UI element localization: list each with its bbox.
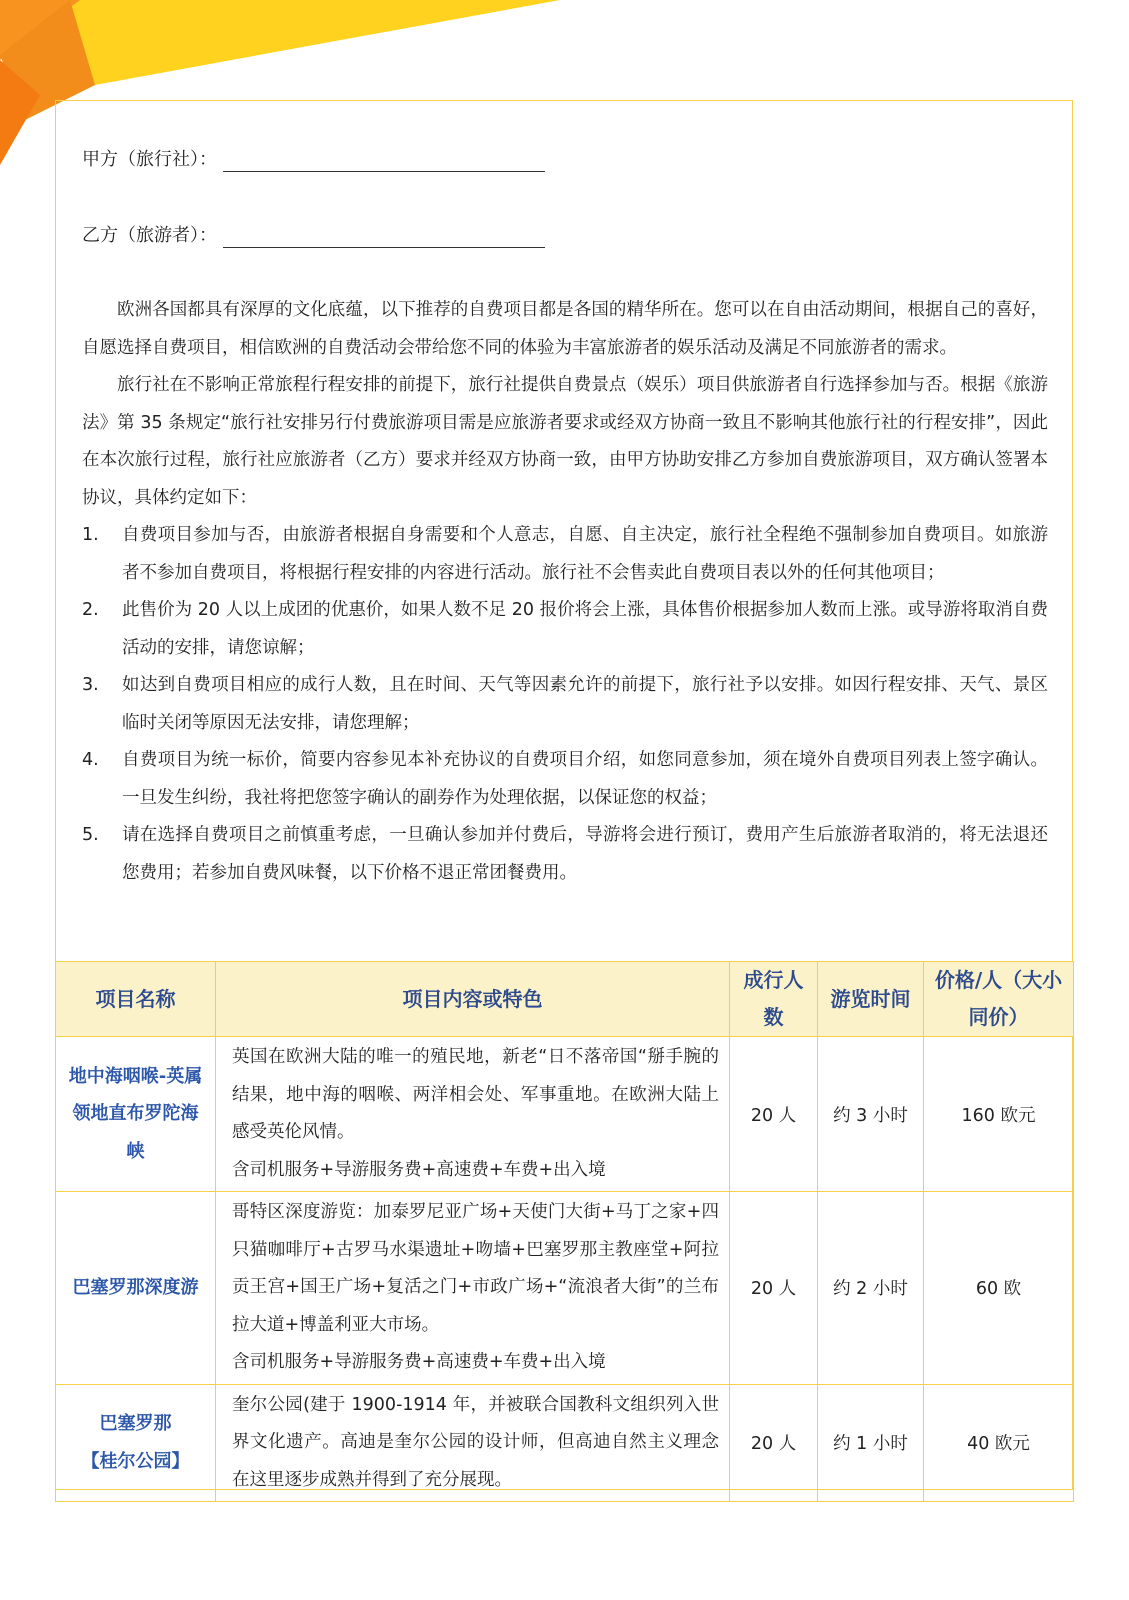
clause-text: 自费项目参加与否，由旅游者根据自身需要和个人意志，自愿、自主决定，旅行社全程绝不强制参加自费项目。如旅游者不参加自费项目，将根据行程安排的内容进行活动。旅行社不会售卖此自费项目表以外的任何其他项目； xyxy=(122,525,1048,583)
tour-price: 160 欧元 xyxy=(924,1037,1074,1192)
tour-inclusions: 含司机服务+导游服务费+高速费+车费+出入境 xyxy=(232,1352,606,1372)
clause-item xyxy=(82,592,1048,667)
tour-min-people: 20 人 xyxy=(730,1037,818,1192)
party-a-label: 甲方（旅行社）： xyxy=(82,149,217,170)
tour-duration: 约 3 小时 xyxy=(818,1037,924,1192)
tour-name-line: 巴塞罗那 xyxy=(99,1413,172,1435)
header-content: 项目内容或特色 xyxy=(216,962,730,1037)
tour-description-text: 奎尔公园(建于 1900-1914 年，并被联合国教科文组织列入世界文化遗产。高迪是奎尔公园的设计师，但高迪自然主义理念在这里逐步成熟并得到了充分展现。 xyxy=(232,1394,719,1490)
intro-paragraph: 旅行社在不影响正常旅程行程安排的前提下，旅行社提供自费景点（娱乐）项目供旅游者自行选择参加与否。根据《旅游法》第 35 条规定“旅行社安排另行付费旅游项目需是应旅游者要求或经双方协商一致且不影响其他旅行社的行程安排”，因此在本次旅行过程，旅行社应旅游者（乙方）要求并经双方协商一致，由甲方协助安排乙方参加自费旅游项目，双方确认签署本协议，具体约定如下： xyxy=(82,375,1048,508)
tour-price: 40 欧元 xyxy=(924,1384,1074,1502)
clause-text: 自费项目为统一标价，简要内容参见本补充协议的自费项目介绍，如您同意参加，须在境外自费项目列表上签字确认。一旦发生纠纷，我社将把您签字确认的副券作为处理依据，以保证您的权益； xyxy=(122,750,1048,808)
tour-name: 巴塞罗那深度游 xyxy=(56,1192,216,1385)
tour-min-people: 20 人 xyxy=(730,1384,818,1502)
clause-item xyxy=(82,742,1048,817)
party-b-row xyxy=(82,224,545,248)
clause-text: 如达到自费项目相应的成行人数，且在时间、天气等因素允许的前提下，旅行社予以安排。如因行程安排、天气、景区临时关闭等原因无法安排，请您理解； xyxy=(122,675,1048,733)
clause-number: 5. xyxy=(82,825,99,845)
tour-duration: 约 1 小时 xyxy=(818,1384,924,1502)
tour-price: 60 欧 xyxy=(924,1192,1074,1385)
tour-duration: 约 2 小时 xyxy=(818,1192,924,1385)
table-row xyxy=(56,1384,1074,1502)
clause-number: 2. xyxy=(82,600,99,620)
clause-item xyxy=(82,667,1048,742)
party-a-row xyxy=(82,148,545,172)
table-row xyxy=(56,1037,1074,1192)
intro-paragraph: 欧洲各国都具有深厚的文化底蕴，以下推荐的自费项目都是各国的精华所在。您可以在自由活动期间，根据自己的喜好，自愿选择自费项目，相信欧洲的自费活动会带给您不同的体验为丰富旅游者的娱乐活动及满足不同旅游者的需求。 xyxy=(82,300,1048,358)
table-row xyxy=(56,1192,1074,1385)
clause-number: 1. xyxy=(82,525,99,545)
clause-item xyxy=(82,817,1048,892)
tour-description-text: 哥特区深度游览：加泰罗尼亚广场+天使门大街+马丁之家+四只猫咖啡厅+古罗马水渠遗址+吻墙+巴塞罗那主教座堂+阿拉贡王宫+国王广场+复活之门+市政广场+“流浪者大街”的兰布拉大道+博盖利亚大市场。 xyxy=(232,1202,719,1335)
party-b-label: 乙方（旅游者）： xyxy=(82,225,217,246)
tour-description xyxy=(216,1192,730,1385)
agreement-body xyxy=(82,292,1048,892)
clause-item xyxy=(82,517,1048,592)
header-min-people: 成行人数 xyxy=(730,962,818,1037)
header-name: 项目名称 xyxy=(56,962,216,1037)
clause-text: 请在选择自费项目之前慎重考虑，一旦确认参加并付费后，导游将会进行预订，费用产生后旅游者取消的，将无法退还您费用；若参加自费风味餐，以下价格不退正常团餐费用。 xyxy=(122,825,1048,883)
tour-description xyxy=(216,1384,730,1502)
tour-inclusions: 含司机服务+导游服务费+高速费+车费+出入境 xyxy=(232,1159,606,1180)
clause-number: 3. xyxy=(82,675,99,695)
header-price: 价格/人（大小同价） xyxy=(924,962,1074,1037)
tour-name xyxy=(56,1384,216,1502)
tour-name: 地中海咽喉-英属领地直布罗陀海峡 xyxy=(56,1037,216,1192)
clause-text: 此售价为 20 人以上成团的优惠价，如果人数不足 20 报价将会上涨，具体售价根据参加人数而上涨。或导游将取消自费活动的安排，请您谅解； xyxy=(122,600,1048,658)
header-duration: 游览时间 xyxy=(818,962,924,1037)
party-a-blank[interactable] xyxy=(223,153,545,172)
tour-name-line: 【桂尔公园】 xyxy=(81,1450,190,1472)
table-header-row xyxy=(56,962,1074,1037)
tour-description-text: 英国在欧洲大陆的唯一的殖民地，新老“日不落帝国“掰手腕的结果，地中海的咽喉、两洋相会处、军事重地。在欧洲大陆上感受英伦风情。 xyxy=(232,1047,719,1142)
tour-description xyxy=(216,1037,730,1192)
party-b-blank[interactable] xyxy=(223,229,545,248)
tour-min-people: 20 人 xyxy=(730,1192,818,1385)
clause-number: 4. xyxy=(82,750,99,770)
optional-tours-table xyxy=(55,961,1074,1502)
